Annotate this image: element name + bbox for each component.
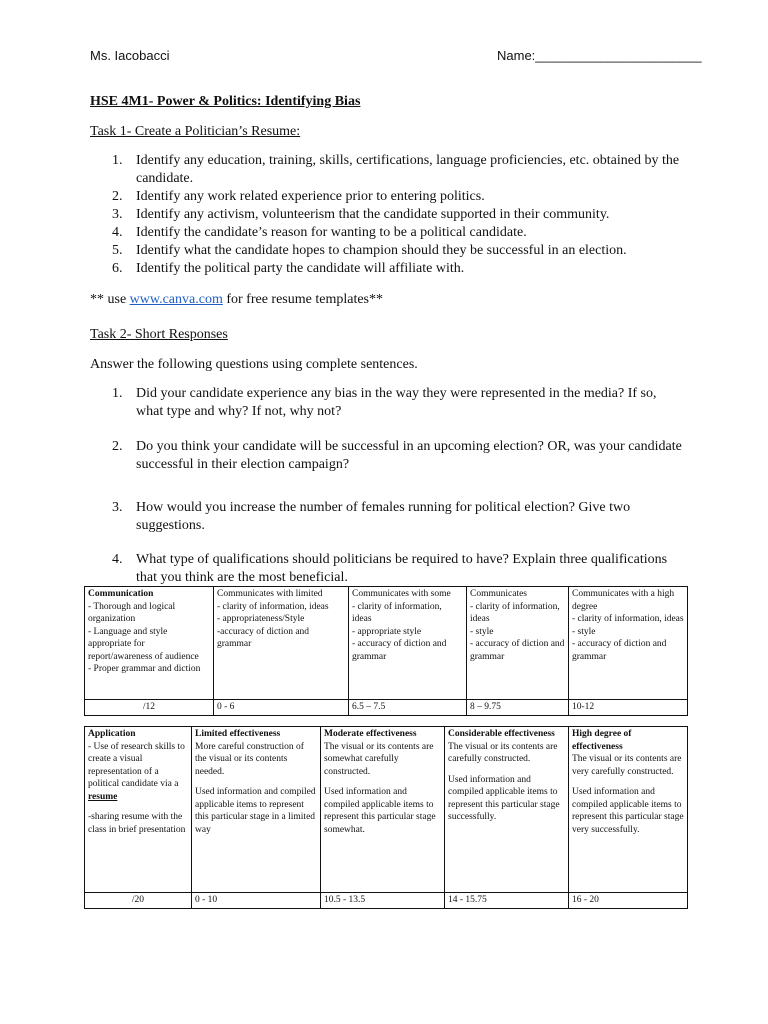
level-cell: Communicates with a high degree - clarity of information, ideas - style - accuracy of diction and grammar [569, 587, 688, 700]
list-item: 6. Identify the political party the candidate will affiliate with. [112, 261, 465, 276]
list-item: 2. Identify any work related experience prior to entering politics. [112, 189, 485, 204]
task2-heading: Task 2- Short Responses [90, 327, 228, 342]
score-row: /12 0 - 6 6.5 – 7.5 8 – 9.75 10-12 [85, 700, 688, 716]
level-cell: High degree of effectiveness The visual or its contents are very carefully constructed. Used information and compiled applicable items to represent this particular stage very successfully. [569, 727, 688, 893]
task1-heading: Task 1- Create a Politician’s Resume: [90, 124, 301, 139]
list-item: 5. Identify what the candidate hopes to champion should they be successful in an election. [112, 243, 627, 258]
level-cell: Moderate effectiveness The visual or its contents are somewhat carefully constructed. Used information and compiled applicable items to represent this particular stage somewhat. [321, 727, 445, 893]
communication-rubric [84, 586, 688, 716]
criterion-cell: Application - Use of research skills to create a visual representation of a political candidate via a resume -sharing resume with the class in brief presentation [85, 727, 192, 893]
level-cell: Considerable effectiveness The visual or its contents are carefully constructed. Used information and compiled applicable items to represent this particular stage successfully. [445, 727, 569, 893]
question-1: 1. Did your candidate experience any bias in the way they were represented in the media? If so, what type and why? If not, why not? [112, 386, 657, 419]
criterion-cell: Communication - Thorough and logical organization - Language and style appropriate for report/awareness of audience - Proper grammar and diction [85, 587, 214, 700]
level-cell: Communicates with limited - clarity of information, ideas - appropriateness/Style -accuracy of diction and grammar [214, 587, 349, 700]
student-name-field[interactable]: Name:_______________________ [497, 48, 702, 63]
task2-intro: Answer the following questions using complete sentences. [90, 357, 418, 372]
task1-list [112, 152, 682, 278]
question-4: 4. What type of qualifications should politicians be required to have? Explain three qualifications that you think are the most beneficial. [112, 552, 668, 585]
page-title: HSE 4M1- Power & Politics: Identifying Bias [90, 94, 361, 109]
level-cell: Limited effectiveness More careful construction of the visual or its contents needed. Used information and compiled applicable items to represent this particular stage in a limited way [192, 727, 321, 893]
score-row: /20 0 - 10 10.5 - 13.5 14 - 15.75 16 - 20 [85, 893, 688, 909]
application-rubric [84, 726, 688, 909]
level-cell: Communicates with some - clarity of information, ideas - appropriate style - accuracy of diction and grammar [349, 587, 467, 700]
list-item: 3. Identify any activism, volunteerism that the candidate supported in their community. [112, 207, 610, 222]
list-item: 4. Identify the candidate’s reason for wanting to be a political candidate. [112, 225, 527, 240]
canva-link[interactable]: www.canva.com [129, 292, 223, 307]
question-2: 2. Do you think your candidate will be successful in an upcoming election? OR, was your candidate successful in their election campaign? [112, 439, 682, 472]
list-item: 1. Identify any education, training, skills, certifications, language proficiencies, etc. obtained by the candidate. [112, 153, 680, 186]
canva-note: ** use www.canva.com for free resume templates** [90, 292, 383, 307]
level-cell: Communicates - clarity of information, ideas - style - accuracy of diction and grammar [467, 587, 569, 700]
teacher-name: Ms. Iacobacci [90, 48, 170, 63]
question-3: 3. How would you increase the number of females running for political election? Give two suggestions. [112, 500, 631, 533]
